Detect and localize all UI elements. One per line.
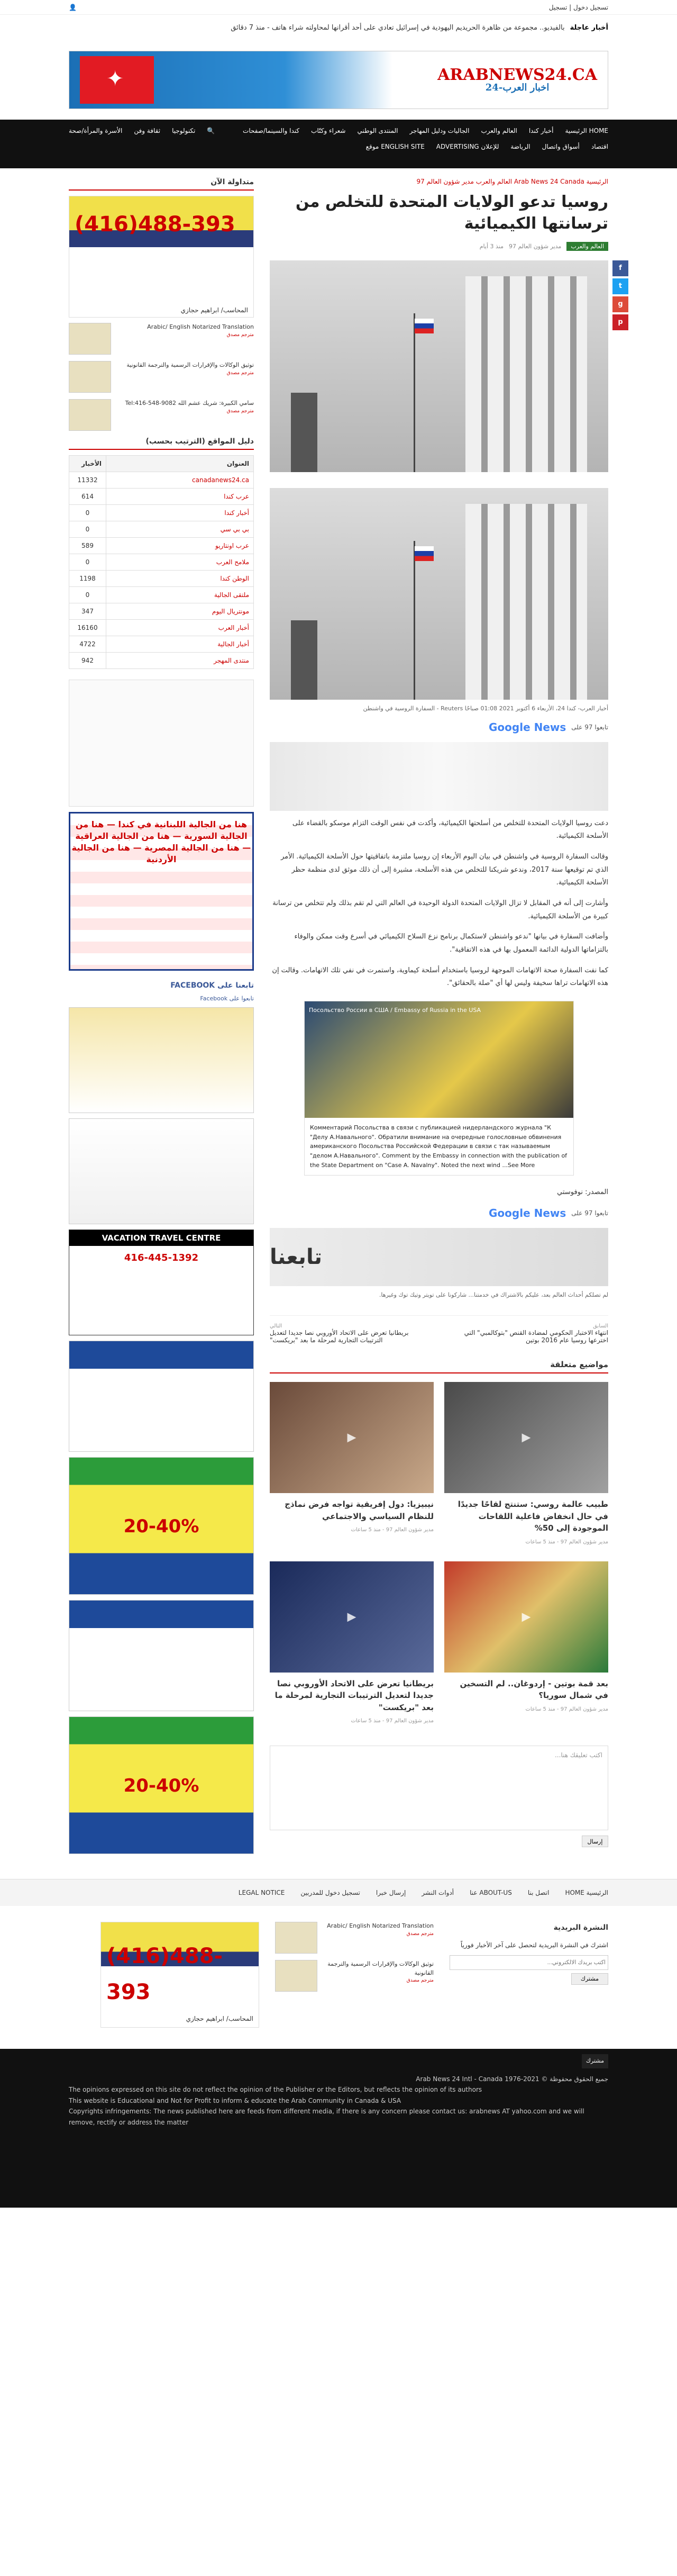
nav-item[interactable]: ثقافة وفن: [134, 127, 161, 134]
copyright-line: This website is Educational and Not for Profit to inform & educate the Arab Community in Canada & USA: [69, 2096, 401, 2104]
nav-item[interactable]: المنتدى الوطني: [357, 127, 398, 134]
search-icon[interactable]: 🔍: [207, 127, 215, 134]
register-link[interactable]: تسجيل: [548, 3, 568, 11]
related-card[interactable]: ▶ طبيب عالمة روسي: ستنتج لقاحًا جديدًا في حال انخفاض فاعلية اللقاحات الموجودة إلى 50% مدير شؤون العالم 97 - منذ 5 ساعات: [444, 1382, 608, 1545]
author-name[interactable]: مدير شؤون العالم 97: [508, 243, 562, 250]
trending-heading: متداولة الآن: [69, 178, 254, 191]
ticker-text[interactable]: بالفيديو.. مجموعة من ظاهرة الحريديم اليهودية في إسرائيل تعادي على أحد أقرانها لمحاولته شراء هاتف - منذ 7 دقائق: [231, 23, 565, 32]
footer-link[interactable]: أدوات النشر: [422, 1889, 454, 1897]
ticker-label: أخبار عاجلة: [570, 23, 608, 32]
trending-item[interactable]: Arabic/ English Notarized Translation مترجم مصدق: [69, 323, 254, 355]
comment-textarea[interactable]: اكتب تعليقك هنا...: [270, 1746, 608, 1830]
nav-item[interactable]: للإعلان ADVERTISING: [436, 143, 499, 150]
resp-ad[interactable]: 20-40%: [69, 1716, 254, 1854]
related-grid: [270, 1382, 608, 1724]
flag-pole: [414, 541, 415, 700]
nav-item[interactable]: HOME الرئيسية: [565, 127, 608, 134]
pinterest-icon[interactable]: p: [612, 314, 628, 330]
footer-ad: [100, 1922, 259, 2033]
nav-item[interactable]: الجاليات ودليل المهاجر: [409, 127, 470, 134]
footer-link[interactable]: ABOUT-US عنا: [470, 1889, 512, 1897]
street-lamp: [291, 393, 317, 472]
article-title: روسيا تدعو الولايات المتحدة للتخلص من ترسانتها الكيميائية: [295, 193, 608, 233]
share-bar: [612, 260, 628, 330]
nav-item[interactable]: الرياضة: [510, 143, 530, 150]
sidebar: [69, 178, 254, 1868]
trending-item[interactable]: Arabic/ English Notarized Translation مترجم مصدق: [275, 1922, 434, 1954]
copyright: [0, 2049, 677, 2208]
footer-link[interactable]: تسجيل دخول للمدربين: [300, 1889, 360, 1897]
article-paragraph: كما نفت السفارة صحة الاتهامات الموجهة لروسيا باستخدام أسلحة كيماوية، واستمرت في نفي تلك الاتهامات. وقالت إن هذه الاتهامات تراها سخيفة وليس لها أي "صلة بالحقائق".: [272, 966, 608, 988]
facebook-icon[interactable]: f: [612, 260, 628, 276]
nav-item[interactable]: تكنولوجيا: [172, 127, 196, 134]
ad-placeholder: [270, 742, 608, 811]
nav-item[interactable]: كندا والسينما/صفحات: [243, 127, 300, 134]
table-row: عرب كندا 614: [69, 489, 254, 505]
copyright-line: The opinions expressed on this site do not reflect the opinion of the Publisher or the Editors, but reflects the opinion of its authors: [69, 2086, 482, 2094]
table-row: canadanews24.ca 11332: [69, 472, 254, 489]
accountant-ad[interactable]: (416)488-393 المحاسب/ ابراهيم حجازي: [69, 196, 254, 318]
article-main: [270, 178, 623, 1868]
site-directory-table: [69, 455, 254, 669]
nav-item[interactable]: أسواق واتصال: [542, 143, 580, 150]
table-row: مونتريال اليوم 347: [69, 603, 254, 620]
trending-thumbnail[interactable]: [275, 1960, 317, 1992]
table-row: ملتقى الجالية 0: [69, 587, 254, 603]
main-nav: [0, 120, 677, 168]
table-row: أخبار كندا 0: [69, 505, 254, 521]
footer-links: [0, 1879, 677, 1906]
article-source: المصدر: نوفوستي: [557, 1188, 608, 1197]
subscribe-note: لم تصلكم أحداث العالم بعد، عليكم بالاشتراك في خدمتنا... شاركونا على تويتر وتيك توك وغيرها.: [379, 1291, 608, 1298]
table-row: الوطن كندا 1198: [69, 571, 254, 587]
facebook-link[interactable]: تابعوا على Facebook: [200, 995, 254, 1002]
google-plus-icon[interactable]: g: [612, 296, 628, 312]
header-banner[interactable]: [69, 51, 608, 109]
copyright-line: جميع الحقوق محفوظة © 2021-1976 Arab News 24 Intl - Canada: [416, 2075, 608, 2083]
nav-item[interactable]: ENGLISH SITE موقع: [365, 143, 425, 150]
column-header: العنوان: [106, 456, 254, 472]
newsletter-subscribe-button[interactable]: مشترك: [571, 1973, 608, 1985]
google-news-logo: Google News: [489, 1206, 566, 1219]
login-link[interactable]: تسجيل دخول: [573, 3, 608, 11]
newspaper-ad[interactable]: [69, 680, 254, 807]
breadcrumb[interactable]: الرئيسية Arab News 24 Canada العالم والعرب مدير شؤون العالم 97: [416, 178, 608, 185]
embed-text: Комментарий Посольства в связи с публикацией нидерландского журнала "К "Делу А.Навального". Обратили внимание на очередные голословные обвинения американского Посольства Российской Федерации в связи с так называемым "делом А.Навального". Comment by the Embassy in connection with the publication of the State Department on "Case A. Navalny". Noted the next wind ...See More: [310, 1124, 568, 1169]
subscribe-badge[interactable]: مشترك: [582, 2054, 608, 2068]
table-row: أخبار العرب 16160: [69, 620, 254, 636]
ast-accounting-ad[interactable]: [69, 1341, 254, 1452]
related-card[interactable]: ▶ بريطانيا تعرض على الاتحاد الأوروبي نصا جديدا لتعديل الترتيبات التجارية لمرحلة ما بعد "بريكست" مدير شؤون العالم 97 - منذ 5 ساعات: [270, 1561, 434, 1725]
community-ad[interactable]: هنا من الجالية اللبنانية في كندا — هنا من الجالية السورية — هنا من الجالية العراقية — هنا من الجالية المصرية — هنا من الجالية الأردنية: [69, 812, 254, 971]
flag-pole: [414, 313, 415, 472]
hero-image: [270, 260, 608, 472]
image-caption: أخبار العرب- كندا 24، الأربعاء 6 أكتوبر 2021 01:08 صباحًا Reuters - السفارة الروسية في واشنطن: [363, 705, 608, 712]
publish-date: منذ 3 أيام: [479, 243, 504, 250]
submit-comment-button[interactable]: إرسال: [582, 1836, 608, 1847]
trending-thumbnail[interactable]: [69, 361, 111, 393]
newsletter: النشرة البريدية اشترك في النشرة البريدية لتحصل على آخر الأخبار فورياً اكتب بريدك الالكتروني... مشترك: [450, 1922, 608, 2033]
nav-item[interactable]: شعراء وكتّاب: [311, 127, 346, 134]
accountant-ad[interactable]: (416)488-393 المحاسب/ ابراهيم حجازي: [100, 1922, 259, 2028]
user-icon: 👤: [69, 3, 77, 11]
translator-ad[interactable]: [69, 1118, 254, 1224]
category-badge[interactable]: العالم والعرب: [566, 242, 608, 251]
trending-item[interactable]: توثيق الوكالات والإقرارات الرسمية والترجمة القانونية مترجم مصدق: [69, 361, 254, 393]
article-paragraph: وأضافت السفارة في بيانها "ندعو واشنطن لاستكمال برنامج نزع السلاح الكيميائي في أسرع وقت ممكن والوفاء بالتزاماتها الدولية الدائمة المعمول بها في هذه الاتفاقية".: [294, 933, 608, 954]
google-news-follow[interactable]: تابعوا 97 على Google News: [489, 1206, 608, 1219]
trending-thumbnail[interactable]: [69, 323, 111, 355]
related-card[interactable]: ▶ نيبيزيا: دول إفريقية تواجه فرض نماذج للنظام السياسي والاجتماعي مدير شؤون العالم 97 - منذ 5 ساعات: [270, 1382, 434, 1545]
nav-item[interactable]: اقتصاد: [591, 143, 608, 150]
travel-ad[interactable]: VACATION TRAVEL CENTRE 416-445-1392: [69, 1230, 254, 1335]
related-image[interactable]: [444, 1561, 608, 1673]
breaking-news-ticker: [0, 15, 677, 40]
directory-heading: دليل المواقع (الترتيب بحسب): [69, 437, 254, 450]
table-row: عرب اونتاريو 589: [69, 538, 254, 554]
ast-accounting-ad[interactable]: [69, 1600, 254, 1711]
table-row: أخبار الجالية 4722: [69, 636, 254, 653]
russian-flag-icon: [415, 319, 434, 333]
trending-item[interactable]: توثيق الوكالات والإقرارات الرسمية والترجمة القانونية مترجم مصدق: [275, 1960, 434, 1992]
trending-thumbnail[interactable]: [69, 399, 111, 431]
nav-item[interactable]: أخبار كندا: [528, 127, 554, 134]
footer-widgets: [0, 1906, 677, 2049]
embed-video[interactable]: [305, 1001, 573, 1118]
trending-thumbnail[interactable]: [275, 1922, 317, 1954]
footer-link[interactable]: الرئيسية HOME: [565, 1889, 608, 1897]
facebook-heading: تابعنا على FACEBOOK: [170, 981, 254, 990]
trending-item[interactable]: سامي الكبيرة: شريك عشم الله Tel:416-548-9082 مترجم مصدق: [69, 399, 254, 431]
article-image: [270, 488, 608, 700]
follow-us-banner[interactable]: تابعنا: [270, 1228, 608, 1286]
footer-trending: [275, 1922, 434, 2033]
article-paragraph: وقالت السفارة الروسية في واشنطن في بيان اليوم الأربعاء إن روسيا ملتزمة باتفاقيتها حول الأسلحة الكيميائية. الأمر الذي تم توقيعها سنة 2017، وندعو شريكنا للتخلص من هذه الأسلحة، مشيرة إلى أن ذلك موثق لدى منظمة حظر الأسلحة الكيميائية.: [280, 852, 608, 887]
newsletter-title: النشرة البريدية: [553, 1923, 608, 1932]
table-row: ملامح العرب 0: [69, 554, 254, 571]
related-image[interactable]: [444, 1382, 608, 1493]
related-image[interactable]: [270, 1561, 434, 1673]
top-bar: [0, 0, 677, 15]
article-paragraph: وأشارت إلى أنه في المقابل لا تزال الولايات المتحدة الدولة الوحيدة في العالم التي لم تقم بذلك ولم تتخلص من ترسانة كبيرة من الأسلحة الكيميائية.: [272, 899, 608, 920]
russian-flag-icon: [415, 546, 434, 561]
nav-item[interactable]: الأسرة والمرأة/صحة: [69, 127, 123, 134]
embassy-building: [465, 276, 587, 472]
embassy-building: [465, 504, 587, 700]
footer-link[interactable]: اتصل بنا: [527, 1889, 550, 1897]
related-heading: مواضيع متعلقة: [270, 1360, 608, 1373]
next-post[interactable]: التالي بريطانيا تعرض على الاتحاد الأوروبي نصا جديدا لتعديل الترتيبات التجارية لمرحلة ما بعد "بريكست": [270, 1323, 409, 1344]
site-logo[interactable]: ARABNEWS24.CA اخبار العرب-24: [437, 66, 597, 93]
google-news-follow[interactable]: تابعوا 97 على Google News: [489, 720, 608, 734]
twitter-icon[interactable]: t: [612, 278, 628, 294]
nav-item[interactable]: العالم والعرب: [481, 127, 517, 134]
google-news-logo: Google News: [489, 720, 566, 734]
hero-wrapper: [270, 260, 623, 472]
accountant-ad-2[interactable]: [69, 1007, 254, 1113]
street-lamp: [291, 620, 317, 700]
related-image[interactable]: [270, 1382, 434, 1493]
footer-link[interactable]: LEGAL NOTICE: [238, 1889, 285, 1897]
auth-links: تسجيل دخول | تسجيل: [548, 3, 608, 11]
footer-link[interactable]: إرسال خبرا: [376, 1889, 406, 1897]
resp-ad[interactable]: 20-40%: [69, 1457, 254, 1595]
embed-header: Посольство России в США / Embassy of Russia in the USA: [309, 1007, 481, 1014]
article-paragraph: دعت روسيا الولايات المتحدة للتخلص من أسلحتها الكيميائية، وأكدت في نفس الوقت التزام موسكو بالقضاء على الأسلحة الكيميائية.: [292, 819, 608, 840]
article-meta: [270, 242, 608, 251]
header-banner-row: [0, 40, 677, 120]
related-card[interactable]: ▶ بعد قمة بوتين - إردوغان.. لم التسخين في شمال سوريا؟ مدير شؤون العالم 97 - منذ 5 ساعات: [444, 1561, 608, 1725]
table-row: منتدى المهجر 942: [69, 653, 254, 669]
canada-flag-icon: [80, 56, 154, 104]
content-container: [69, 168, 623, 1868]
facebook-embed[interactable]: [304, 1001, 574, 1176]
table-row: بي بي سي 0: [69, 521, 254, 538]
prev-post[interactable]: السابق انتهاء الاختبار الحكومي لمضادة القنص "بتوكالمبي" التي اخترعها روسيا عام 2016 بوتين: [464, 1323, 608, 1344]
post-navigation: [270, 1315, 608, 1344]
column-header: الأخبار: [69, 456, 106, 472]
newsletter-email-input[interactable]: [450, 1955, 608, 1970]
copyright-line: Copyrights infringements: The news published here are feeds from different media, if there is any concern please contact us: arabnews AT yahoo.com and we will remove, rectify or address the matter: [69, 2108, 584, 2126]
